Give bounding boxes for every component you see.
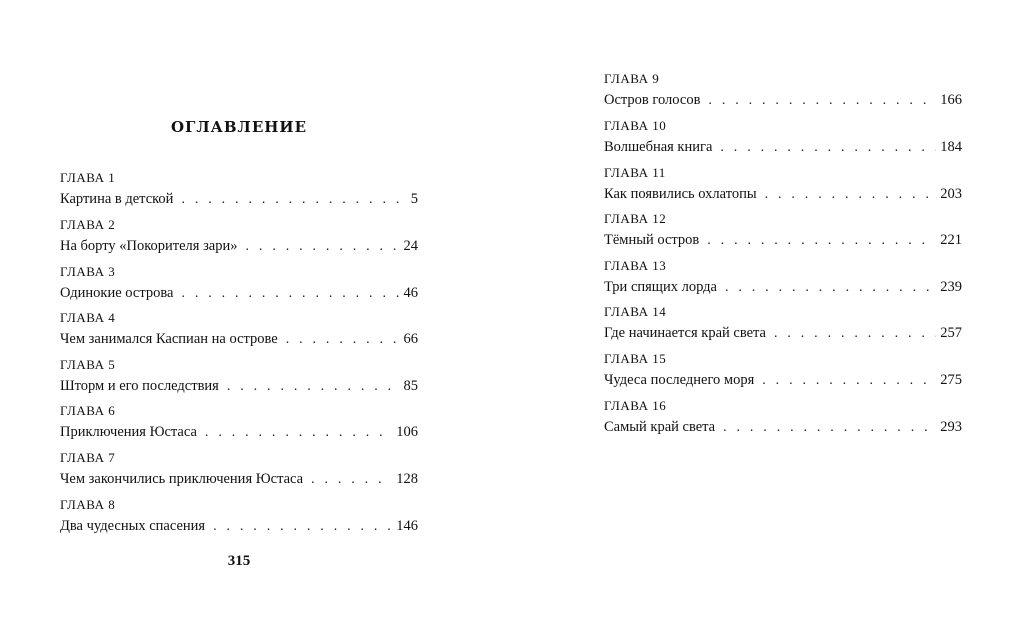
chapter-page-number: 257 <box>940 325 962 341</box>
chapter-title: Тёмный остров <box>604 232 700 248</box>
chapter-title: На борту «Покорителя зари» <box>60 238 238 254</box>
chapter-page-number: 275 <box>940 372 962 388</box>
dot-leader <box>720 138 936 158</box>
dot-leader <box>181 190 406 210</box>
chapter-title: Чем занимался Каспиан на острове <box>60 331 278 347</box>
chapter-label: ГЛАВА 16 <box>604 398 667 413</box>
chapter-label: ГЛАВА 1 <box>60 170 116 185</box>
chapter-title: Остров голосов <box>604 92 701 108</box>
chapter-label: ГЛАВА 5 <box>60 357 116 372</box>
dot-leader <box>774 324 936 344</box>
chapter-label: ГЛАВА 4 <box>60 310 116 325</box>
toc-entry[interactable] <box>604 351 962 398</box>
toc-entry[interactable] <box>604 304 962 351</box>
chapter-title: Два чудесных спасения <box>60 518 206 534</box>
chapter-label: ГЛАВА 11 <box>604 165 666 180</box>
toc-entry[interactable] <box>604 398 962 445</box>
chapter-title: Шторм и его последствия <box>60 378 219 394</box>
chapter-title: Волшебная книга <box>604 139 713 155</box>
chapter-title: Где начинается край света <box>604 325 766 341</box>
chapter-label: ГЛАВА 3 <box>60 264 116 279</box>
chapter-page-number: 184 <box>940 139 962 155</box>
chapter-page-number: 128 <box>396 471 418 487</box>
dot-leader <box>708 91 936 111</box>
chapter-title: Картина в детской <box>60 191 174 207</box>
chapter-page-number: 66 <box>403 331 418 347</box>
chapter-label: ГЛАВА 7 <box>60 450 116 465</box>
chapter-page-number: 166 <box>940 92 962 108</box>
toc-entry[interactable] <box>60 403 418 450</box>
toc-entry[interactable] <box>60 310 418 357</box>
toc-entry[interactable] <box>60 170 418 217</box>
dot-leader <box>725 278 936 298</box>
chapter-page-number: 46 <box>403 285 418 301</box>
dot-leader <box>246 237 400 257</box>
dot-leader <box>765 185 937 205</box>
dot-leader <box>213 517 392 537</box>
chapter-page-number: 106 <box>396 424 418 440</box>
chapter-title: Как появились охлатопы <box>604 186 757 202</box>
chapter-page-number: 24 <box>403 238 418 254</box>
chapter-label: ГЛАВА 6 <box>60 403 116 418</box>
toc-entry[interactable] <box>60 264 418 311</box>
chapter-page-number: 5 <box>410 191 418 207</box>
chapter-page-number: 221 <box>940 232 962 248</box>
dot-leader <box>286 330 400 350</box>
dot-leader <box>227 377 400 397</box>
toc-entry[interactable] <box>60 217 418 264</box>
chapter-label: ГЛАВА 12 <box>604 211 667 226</box>
chapter-label: ГЛАВА 15 <box>604 351 667 366</box>
toc-entry[interactable] <box>604 258 962 305</box>
chapter-page-number: 203 <box>940 186 962 202</box>
dot-leader <box>205 423 392 443</box>
toc-entry[interactable] <box>60 450 418 497</box>
chapter-page-number: 146 <box>396 518 418 534</box>
chapter-title: Самый край света <box>604 419 716 435</box>
toc-entry[interactable] <box>60 357 418 404</box>
chapter-label: ГЛАВА 2 <box>60 217 116 232</box>
chapter-label: ГЛАВА 10 <box>604 118 667 133</box>
chapter-label: ГЛАВА 13 <box>604 258 667 273</box>
dot-leader <box>707 231 936 251</box>
chapter-page-number: 293 <box>940 419 962 435</box>
chapter-title: Три спящих лорда <box>604 279 717 295</box>
dot-leader <box>762 371 936 391</box>
chapter-label: ГЛАВА 14 <box>604 304 667 319</box>
chapter-title: Одинокие острова <box>60 285 174 301</box>
page-number: 315 <box>227 553 251 569</box>
chapter-title: Приключения Юстаса <box>60 424 197 440</box>
dot-leader <box>723 418 936 438</box>
chapter-page-number: 239 <box>940 279 962 295</box>
toc-entry[interactable] <box>604 165 962 212</box>
dot-leader <box>311 470 392 490</box>
chapter-label: ГЛАВА 8 <box>60 497 116 512</box>
toc-entry[interactable] <box>604 71 962 118</box>
toc-entry[interactable] <box>60 497 418 544</box>
toc-entry[interactable] <box>604 118 962 165</box>
toc-entry[interactable] <box>604 211 962 258</box>
chapter-page-number: 85 <box>403 378 418 394</box>
chapter-label: ГЛАВА 9 <box>604 71 660 86</box>
chapter-title: Чудеса последнего моря <box>604 372 755 388</box>
page-title: оглавление <box>170 112 308 137</box>
chapter-title: Чем закончились приключения Юстаса <box>60 471 304 487</box>
dot-leader <box>181 284 399 304</box>
